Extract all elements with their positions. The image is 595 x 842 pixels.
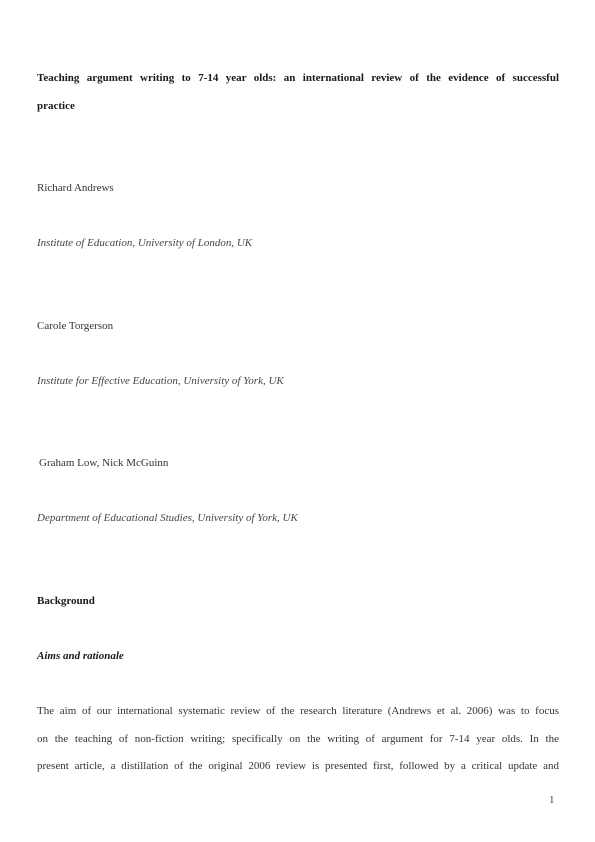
author-name: Carole Torgerson	[37, 320, 114, 332]
title-line-2: practice	[37, 100, 75, 112]
body-text-line: present article, a distillation of the original 2006 review is presented first, followed by a critical update and	[37, 760, 559, 772]
author-name: Richard Andrews	[37, 182, 114, 194]
section-heading: Background	[37, 595, 95, 607]
author-affiliation: Institute of Education, University of London, UK	[37, 237, 253, 249]
page-number: 1	[549, 794, 555, 806]
body-text-line: on the teaching of non-fiction writing; specifically on the writing of argument for 7-14 year olds. In the	[37, 733, 559, 745]
author-affiliation: Institute for Effective Education, University of York, UK	[37, 375, 284, 387]
section-subheading: Aims and rationale	[37, 650, 124, 662]
author-name: Graham Low, Nick McGuinn	[39, 457, 169, 469]
title-line-1: Teaching argument writing to 7-14 year olds: an international review of the evidence of successful	[37, 72, 559, 84]
author-affiliation: Department of Educational Studies, University of York, UK	[37, 512, 298, 524]
body-text-line: The aim of our international systematic review of the research literature (Andrews et al. 2006) was to focus	[37, 705, 559, 717]
